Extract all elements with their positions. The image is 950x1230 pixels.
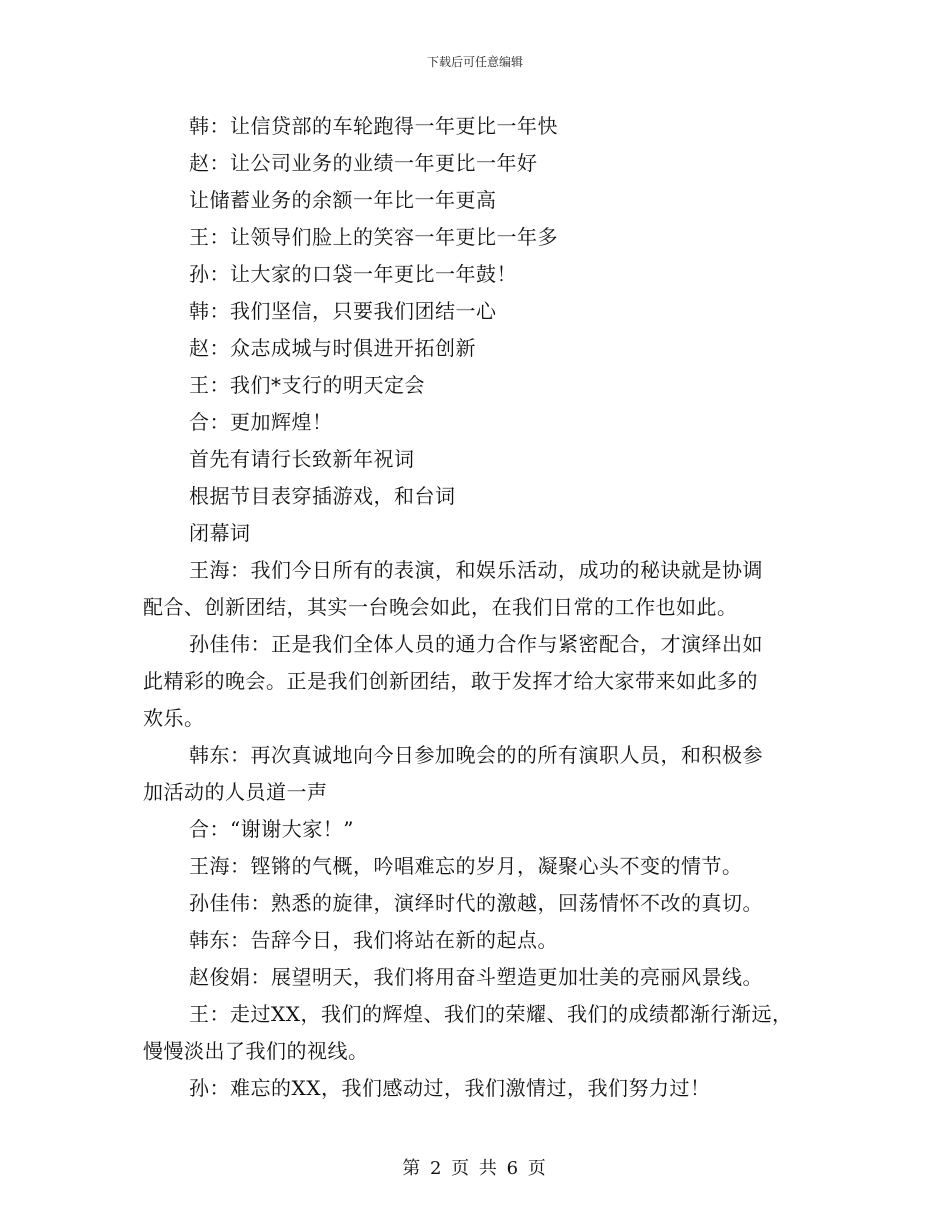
text-line: 赵：让公司业务的业绩一年更比一年好 [189,151,538,175]
text-line: 配合、创新团结，其实一台晚会如此，在我们日常的工作也如此。 [143,595,738,619]
text-line: 王：我们*支行的明天定会 [189,373,425,397]
text-line: 韩东：告辞今日，我们将站在新的起点。 [189,928,558,952]
text-line: 合：更加辉煌！ [189,410,333,434]
page-number-footer: 第 2 页 共 6 页 [402,1158,548,1179]
text-line: 慢慢淡出了我们的视线。 [143,1039,369,1063]
text-line: 让储蓄业务的余额一年比一年更高 [189,188,497,212]
text-line: 王：走过XX，我们的辉煌、我们的荣耀、我们的成绩都渐行渐远， [189,1002,793,1026]
text-line: 赵俊娟：展望明天，我们将用奋斗塑造更加壮美的亮丽风景线。 [189,965,763,989]
text-line: 加活动的人员道一声 [143,780,328,804]
text-line: 欢乐。 [143,706,205,730]
text-line: 合：“谢谢大家！” [189,817,354,841]
text-line: 赵：众志成城与时俱进开拓创新 [189,336,476,360]
page-header-note: 下载后可任意编辑 [426,55,523,69]
text-line: 孙佳伟：正是我们全体人员的通力合作与紧密配合，才演绎出如 [189,632,763,656]
text-line: 王：让领导们脸上的笑容一年更比一年多 [189,225,558,249]
text-line: 闭幕词 [189,521,251,545]
text-line: 此精彩的晚会。正是我们创新团结，敢于发挥才给大家带来如此多的 [143,669,758,693]
text-line: 根据节目表穿插游戏，和台词 [189,484,456,508]
text-line: 首先有请行长致新年祝词 [189,447,415,471]
text-line: 韩东：再次真诚地向今日参加晚会的的所有演职人员，和积极参 [189,743,763,767]
document-body [143,108,813,1107]
text-line: 孙：难忘的XX，我们感动过，我们激情过，我们努力过！ [189,1076,711,1100]
text-line: 王海：铿锵的气概，吟唱难忘的岁月，凝聚心头不变的情节。 [189,854,743,878]
text-line: 王海：我们今日所有的表演，和娱乐活动，成功的秘诀就是协调 [189,558,763,582]
text-line: 孙：让大家的口袋一年更比一年鼓！ [189,262,517,286]
text-line: 孙佳伟：熟悉的旋律，演绎时代的激越，回荡情怀不改的真切。 [189,891,763,915]
text-line: 韩：让信贷部的车轮跑得一年更比一年快 [189,114,558,138]
text-line: 韩：我们坚信，只要我们团结一心 [189,299,497,323]
